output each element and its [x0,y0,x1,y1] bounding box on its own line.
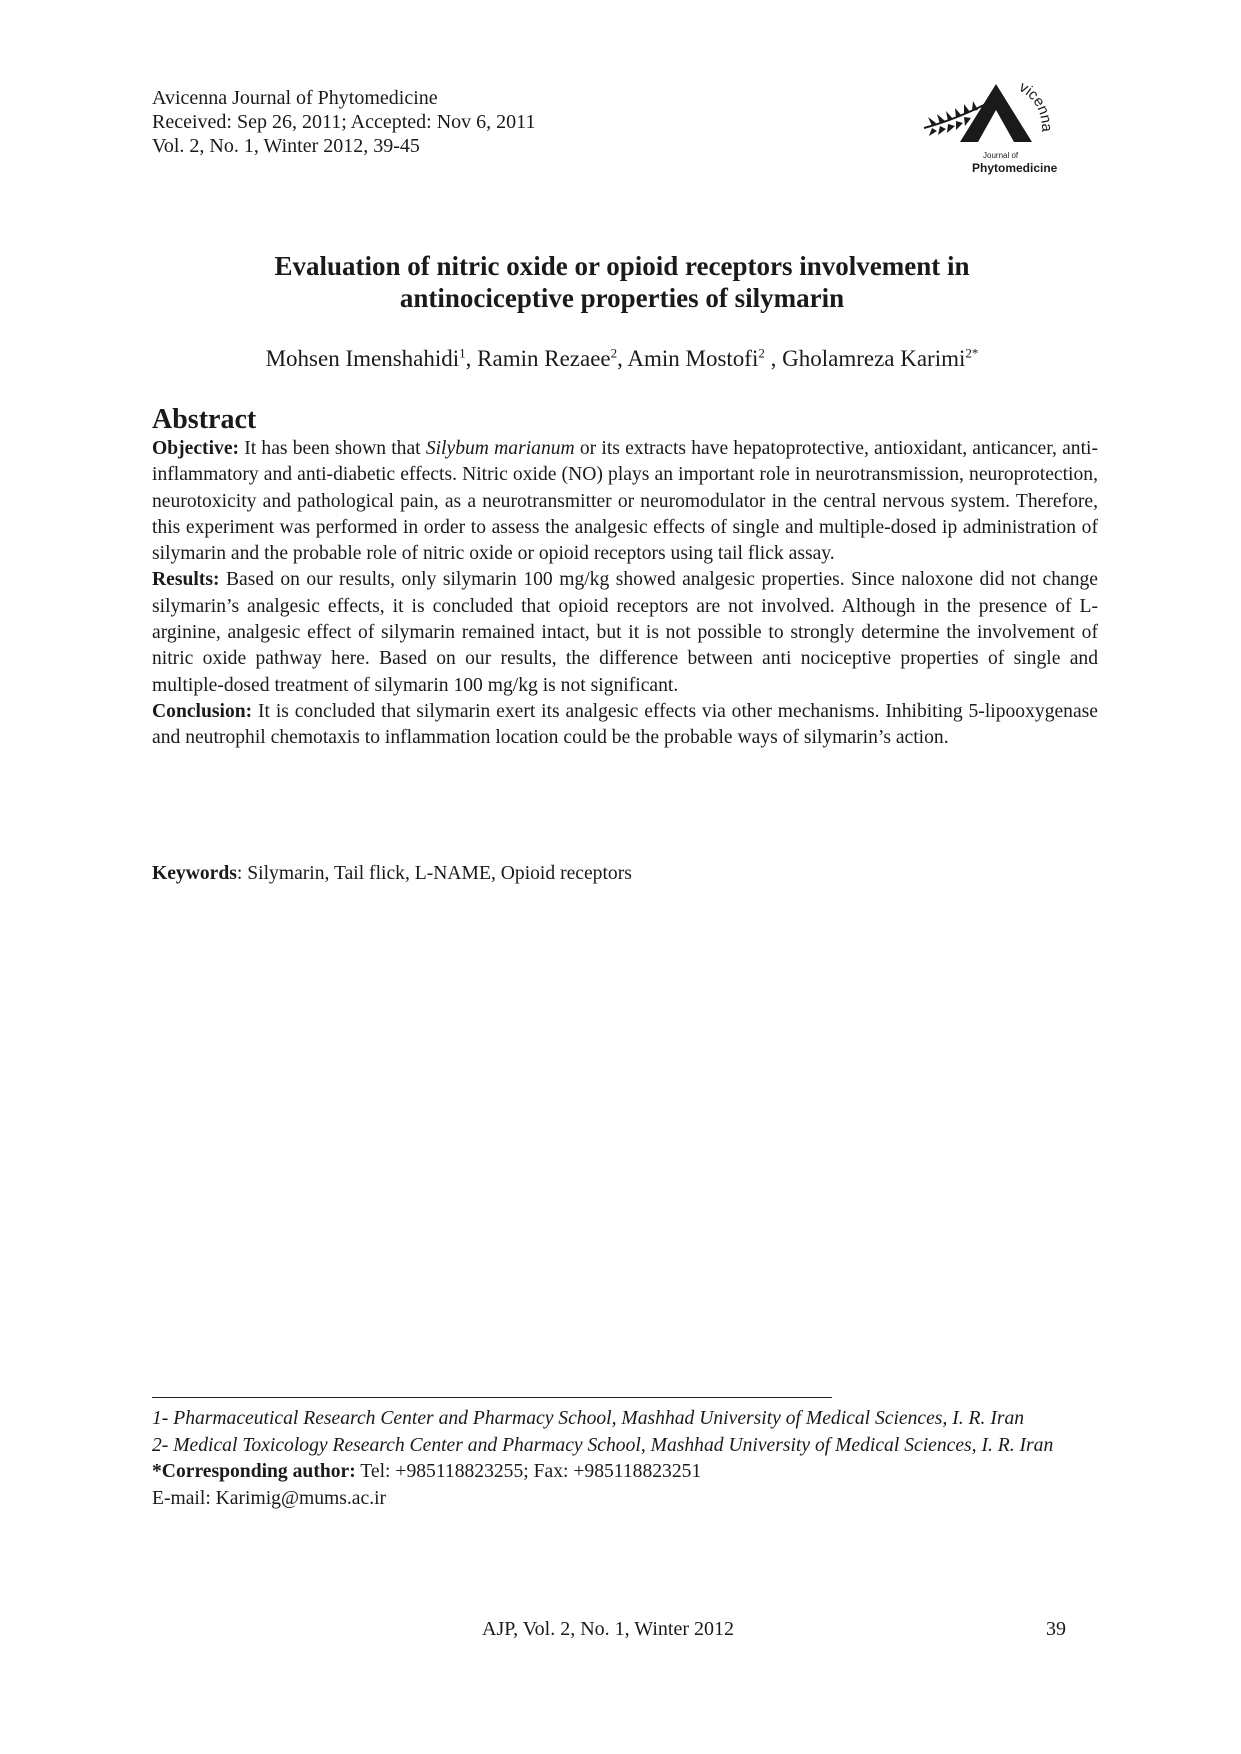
footnotes [152,1406,1098,1512]
author-affiliation-mark: 2 [610,345,618,361]
corresponding-author-label: *Corresponding author: [152,1461,356,1482]
page-number: 39 [1046,1618,1066,1640]
logo-title: Phytomedicine [972,161,1058,175]
objective-paragraph [152,436,1098,567]
objective-text: It has been shown that [239,438,426,459]
corresponding-author [152,1459,1098,1486]
author-separator: , [617,346,628,371]
affiliation-1: 1- Pharmaceutical Research Center and Pharmacy School, Mashhad University of Medical Sciences, I. R. Iran [152,1408,1025,1429]
logo-subtitle: Journal of [983,151,1019,160]
species-name: Silybum marianum [425,438,575,459]
conclusion-label: Conclusion: [152,700,253,722]
author-list [152,344,1092,374]
author-name: Gholamreza Karimi [782,346,966,371]
affiliation-2: 2- Medical Toxicology Research Center and Pharmacy School, Mashhad University of Medical Sciences, I. R. Iran [152,1434,1054,1456]
logo-wordmark: vicenna [1016,78,1056,133]
author-separator: , [465,346,478,371]
journal-name: Avicenna Journal of Phytomedicine [152,87,438,109]
footer-citation: AJP, Vol. 2, No. 1, Winter 2012 [482,1618,735,1640]
keywords-text: : Silymarin, Tail flick, L-NAME, Opioid receptors [236,863,632,884]
objective-text: or its extracts have hepatoprotective, antioxidant, anticancer, anti-inflammatory and anti-diabetic effects. Nitric oxide (NO) plays an important role in neurotransmission, neuroprotection, neurotoxicity and pathological pain, as a neurotransmitter or neuromodulator in the central nervous system. Therefore, this experiment was performed in order to assess the analgesic effects of single and multiple-dosed ip administration of silymarin and the probable role of nitric oxide or opioid receptors using tail flick assay. [152,438,1098,565]
keywords-label: Keywords [152,863,237,884]
article-title-line: Evaluation of nitric oxide or opioid receptors involvement in [274,251,970,281]
keywords [152,861,632,887]
abstract-heading: Abstract [152,404,257,435]
received-accepted-dates: Received: Sep 26, 2011; Accepted: Nov 6, 2011 [152,111,536,133]
author-name: Amin Mostofi [627,346,759,371]
article-title [152,250,1092,314]
volume-issue-pages: Vol. 2, No. 1, Winter 2012, 39-45 [152,135,420,157]
abstract-body [152,436,1098,752]
author-affiliation-mark: 2* [965,345,979,361]
results-paragraph [152,567,1098,698]
article-title-line: antinociceptive properties of silymarin [399,283,845,313]
author-name: Ramin Rezaee [477,346,611,371]
corresponding-author-contact: Tel: +985118823255; Fax: +985118823251 [355,1461,702,1482]
journal-logo [920,76,1060,186]
svg-text:vicenna [1016,79,1055,133]
author-name: Mohsen Imenshahidi [265,346,460,371]
conclusion-text: It is concluded that silymarin exert its analgesic effects via other mechanisms. Inhibiting 5-lipooxygenase and neutrophil chemotaxis to inflammation location could be the probable ways of silymarin’s action. [152,700,1098,749]
author-affiliation-mark: 1 [459,345,466,361]
footnote-rule [152,1397,832,1398]
author-affiliation-mark: 2 [758,345,765,361]
conclusion-paragraph [152,699,1098,752]
results-text: Based on our results, only silymarin 100 mg/kg showed analgesic properties. Since naloxone did not change silymarin’s analgesic effects, it is concluded that opioid receptors are not involved. Although in the presence of L-arginine, analgesic effect of silymarin remained intact, but it is not possible to strongly determine the involvement of nitric oxide pathway here. Based on our results, the difference between anti nociceptive properties of single and multiple-dosed treatment of silymarin 100 mg/kg is not significant. [152,569,1098,696]
results-label: Results: [152,569,220,591]
author-email: E-mail: Karimig@mums.ac.ir [152,1487,387,1509]
objective-label: Objective: [152,438,240,459]
author-separator: , [764,346,783,371]
journal-header [152,86,535,158]
